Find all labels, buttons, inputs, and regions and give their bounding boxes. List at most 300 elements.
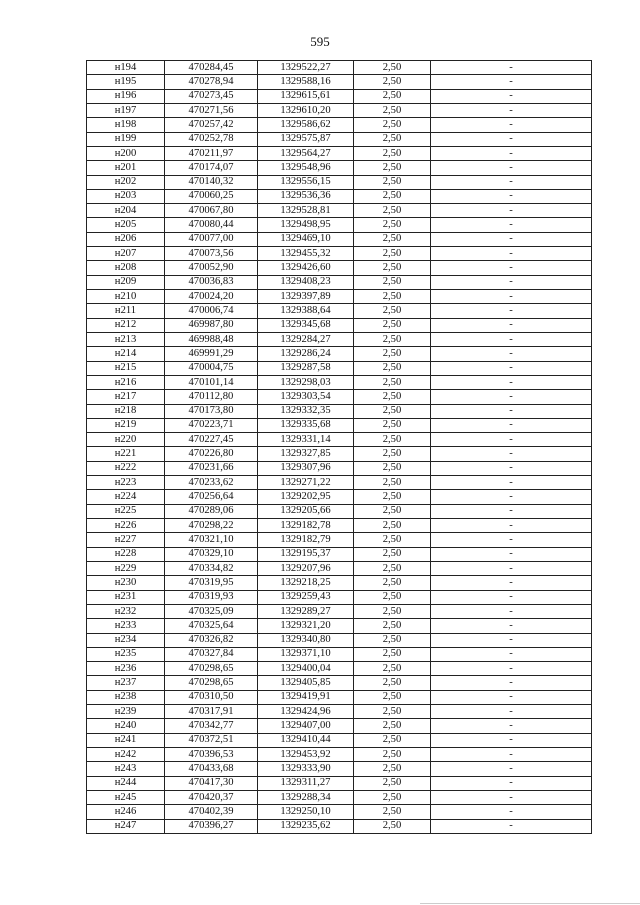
table-row [87,261,592,275]
error-cell: 2,50 [354,647,431,661]
point-id-cell: н205 [87,218,165,232]
error-cell: 2,50 [354,461,431,475]
point-id-cell: н220 [87,433,165,447]
table-row [87,61,592,75]
x-coordinate-cell: 470298,65 [165,662,258,676]
table-row [87,705,592,719]
error-cell: 2,50 [354,476,431,490]
y-coordinate-cell: 1329397,89 [258,290,354,304]
error-cell: 2,50 [354,261,431,275]
note-cell: - [431,504,592,518]
table-row [87,290,592,304]
y-coordinate-cell: 1329371,10 [258,647,354,661]
point-id-cell: н233 [87,619,165,633]
point-id-cell: н219 [87,418,165,432]
point-id-cell: н231 [87,590,165,604]
y-coordinate-cell: 1329331,14 [258,433,354,447]
x-coordinate-cell: 470233,62 [165,476,258,490]
x-coordinate-cell: 470271,56 [165,103,258,117]
error-cell: 2,50 [354,61,431,75]
table-row [87,332,592,346]
note-cell: - [431,633,592,647]
x-coordinate-cell: 469987,80 [165,318,258,332]
x-coordinate-cell: 470173,80 [165,404,258,418]
error-cell: 2,50 [354,748,431,762]
y-coordinate-cell: 1329303,54 [258,390,354,404]
note-cell: - [431,361,592,375]
point-id-cell: н236 [87,662,165,676]
point-id-cell: н214 [87,347,165,361]
note-cell: - [431,418,592,432]
note-cell: - [431,232,592,246]
point-id-cell: н244 [87,776,165,790]
y-coordinate-cell: 1329469,10 [258,232,354,246]
error-cell: 2,50 [354,633,431,647]
error-cell: 2,50 [354,161,431,175]
table-row [87,447,592,461]
x-coordinate-cell: 470211,97 [165,146,258,160]
table-row [87,347,592,361]
table-row [87,547,592,561]
point-id-cell: н242 [87,748,165,762]
point-id-cell: н196 [87,89,165,103]
x-coordinate-cell: 470321,10 [165,533,258,547]
y-coordinate-cell: 1329182,79 [258,533,354,547]
y-coordinate-cell: 1329195,37 [258,547,354,561]
x-coordinate-cell: 470342,77 [165,719,258,733]
x-coordinate-cell: 470329,10 [165,547,258,561]
error-cell: 2,50 [354,404,431,418]
note-cell: - [431,547,592,561]
coordinates-table [86,60,592,834]
error-cell: 2,50 [354,662,431,676]
point-id-cell: н209 [87,275,165,289]
error-cell: 2,50 [354,619,431,633]
note-cell: - [431,690,592,704]
error-cell: 2,50 [354,776,431,790]
x-coordinate-cell: 470101,14 [165,375,258,389]
x-coordinate-cell: 470006,74 [165,304,258,318]
y-coordinate-cell: 1329453,92 [258,748,354,762]
note-cell: - [431,304,592,318]
table-row [87,89,592,103]
y-coordinate-cell: 1329250,10 [258,805,354,819]
y-coordinate-cell: 1329455,32 [258,247,354,261]
table-row [87,733,592,747]
point-id-cell: н212 [87,318,165,332]
error-cell: 2,50 [354,204,431,218]
x-coordinate-cell: 470284,45 [165,61,258,75]
x-coordinate-cell: 470326,82 [165,633,258,647]
y-coordinate-cell: 1329332,35 [258,404,354,418]
error-cell: 2,50 [354,218,431,232]
table-row [87,690,592,704]
y-coordinate-cell: 1329205,66 [258,504,354,518]
error-cell: 2,50 [354,318,431,332]
table-row [87,418,592,432]
table-row [87,361,592,375]
y-coordinate-cell: 1329388,64 [258,304,354,318]
error-cell: 2,50 [354,733,431,747]
table-row [87,247,592,261]
note-cell: - [431,175,592,189]
table-row [87,490,592,504]
table-row [87,75,592,89]
y-coordinate-cell: 1329426,60 [258,261,354,275]
table-row [87,504,592,518]
point-id-cell: н235 [87,647,165,661]
error-cell: 2,50 [354,690,431,704]
x-coordinate-cell: 470319,93 [165,590,258,604]
error-cell: 2,50 [354,390,431,404]
y-coordinate-cell: 1329615,61 [258,89,354,103]
table-row [87,161,592,175]
y-coordinate-cell: 1329284,27 [258,332,354,346]
x-coordinate-cell: 470226,80 [165,447,258,461]
error-cell: 2,50 [354,676,431,690]
table-row [87,390,592,404]
table-row [87,590,592,604]
note-cell: - [431,762,592,776]
note-cell: - [431,490,592,504]
table-row [87,533,592,547]
x-coordinate-cell: 470334,82 [165,561,258,575]
x-coordinate-cell: 470273,45 [165,89,258,103]
x-coordinate-cell: 469988,48 [165,332,258,346]
coordinates-table-body [87,61,592,834]
note-cell: - [431,733,592,747]
x-coordinate-cell: 470317,91 [165,705,258,719]
x-coordinate-cell: 470420,37 [165,790,258,804]
point-id-cell: н243 [87,762,165,776]
error-cell: 2,50 [354,705,431,719]
note-cell: - [431,604,592,618]
point-id-cell: н224 [87,490,165,504]
error-cell: 2,50 [354,375,431,389]
x-coordinate-cell: 470433,68 [165,762,258,776]
error-cell: 2,50 [354,533,431,547]
error-cell: 2,50 [354,146,431,160]
table-row [87,275,592,289]
error-cell: 2,50 [354,118,431,132]
point-id-cell: н195 [87,75,165,89]
note-cell: - [431,89,592,103]
point-id-cell: н202 [87,175,165,189]
note-cell: - [431,161,592,175]
point-id-cell: н221 [87,447,165,461]
note-cell: - [431,705,592,719]
table-row [87,404,592,418]
x-coordinate-cell: 470402,39 [165,805,258,819]
y-coordinate-cell: 1329498,95 [258,218,354,232]
point-id-cell: н207 [87,247,165,261]
error-cell: 2,50 [354,805,431,819]
error-cell: 2,50 [354,547,431,561]
x-coordinate-cell: 470227,45 [165,433,258,447]
note-cell: - [431,819,592,833]
x-coordinate-cell: 470036,83 [165,275,258,289]
point-id-cell: н197 [87,103,165,117]
error-cell: 2,50 [354,347,431,361]
y-coordinate-cell: 1329321,20 [258,619,354,633]
note-cell: - [431,390,592,404]
table-row [87,146,592,160]
point-id-cell: н211 [87,304,165,318]
table-row [87,433,592,447]
note-cell: - [431,719,592,733]
table-row [87,318,592,332]
error-cell: 2,50 [354,447,431,461]
y-coordinate-cell: 1329588,16 [258,75,354,89]
x-coordinate-cell: 470060,25 [165,189,258,203]
point-id-cell: н216 [87,375,165,389]
note-cell: - [431,533,592,547]
x-coordinate-cell: 470112,80 [165,390,258,404]
note-cell: - [431,204,592,218]
table-row [87,304,592,318]
error-cell: 2,50 [354,75,431,89]
table-row [87,103,592,117]
x-coordinate-cell: 470024,20 [165,290,258,304]
point-id-cell: н213 [87,332,165,346]
x-coordinate-cell: 470080,44 [165,218,258,232]
table-row [87,476,592,490]
y-coordinate-cell: 1329327,85 [258,447,354,461]
y-coordinate-cell: 1329345,68 [258,318,354,332]
table-row [87,819,592,833]
note-cell: - [431,647,592,661]
note-cell: - [431,519,592,533]
table-row [87,461,592,475]
error-cell: 2,50 [354,418,431,432]
error-cell: 2,50 [354,361,431,375]
x-coordinate-cell: 470319,95 [165,576,258,590]
x-coordinate-cell: 470396,27 [165,819,258,833]
note-cell: - [431,375,592,389]
error-cell: 2,50 [354,590,431,604]
y-coordinate-cell: 1329408,23 [258,275,354,289]
note-cell: - [431,290,592,304]
y-coordinate-cell: 1329311,27 [258,776,354,790]
note-cell: - [431,118,592,132]
table-row [87,232,592,246]
error-cell: 2,50 [354,290,431,304]
x-coordinate-cell: 470325,64 [165,619,258,633]
table-row [87,790,592,804]
point-id-cell: н210 [87,290,165,304]
table-row [87,805,592,819]
error-cell: 2,50 [354,175,431,189]
table-row [87,561,592,575]
x-coordinate-cell: 470256,64 [165,490,258,504]
error-cell: 2,50 [354,89,431,103]
x-coordinate-cell: 470325,09 [165,604,258,618]
point-id-cell: н201 [87,161,165,175]
x-coordinate-cell: 470067,80 [165,204,258,218]
page-number: 595 [310,34,330,49]
note-cell: - [431,318,592,332]
error-cell: 2,50 [354,561,431,575]
note-cell: - [431,332,592,346]
error-cell: 2,50 [354,304,431,318]
note-cell: - [431,146,592,160]
note-cell: - [431,61,592,75]
x-coordinate-cell: 470052,90 [165,261,258,275]
y-coordinate-cell: 1329340,80 [258,633,354,647]
table-row [87,719,592,733]
error-cell: 2,50 [354,519,431,533]
y-coordinate-cell: 1329575,87 [258,132,354,146]
x-coordinate-cell: 470278,94 [165,75,258,89]
y-coordinate-cell: 1329548,96 [258,161,354,175]
error-cell: 2,50 [354,132,431,146]
error-cell: 2,50 [354,433,431,447]
note-cell: - [431,662,592,676]
table-row [87,776,592,790]
table-row [87,748,592,762]
error-cell: 2,50 [354,247,431,261]
y-coordinate-cell: 1329218,25 [258,576,354,590]
note-cell: - [431,561,592,575]
error-cell: 2,50 [354,576,431,590]
point-id-cell: н247 [87,819,165,833]
table-row [87,519,592,533]
table-row [87,175,592,189]
y-coordinate-cell: 1329407,00 [258,719,354,733]
y-coordinate-cell: 1329400,04 [258,662,354,676]
x-coordinate-cell: 470140,32 [165,175,258,189]
table-row [87,662,592,676]
error-cell: 2,50 [354,790,431,804]
y-coordinate-cell: 1329419,91 [258,690,354,704]
y-coordinate-cell: 1329182,78 [258,519,354,533]
x-coordinate-cell: 470310,50 [165,690,258,704]
y-coordinate-cell: 1329289,27 [258,604,354,618]
point-id-cell: н232 [87,604,165,618]
note-cell: - [431,261,592,275]
point-id-cell: н229 [87,561,165,575]
table-row [87,619,592,633]
error-cell: 2,50 [354,275,431,289]
y-coordinate-cell: 1329287,58 [258,361,354,375]
point-id-cell: н227 [87,533,165,547]
note-cell: - [431,748,592,762]
note-cell: - [431,576,592,590]
x-coordinate-cell: 470223,71 [165,418,258,432]
table-row [87,375,592,389]
point-id-cell: н226 [87,519,165,533]
table-row [87,204,592,218]
note-cell: - [431,75,592,89]
y-coordinate-cell: 1329405,85 [258,676,354,690]
table-row [87,576,592,590]
y-coordinate-cell: 1329586,62 [258,118,354,132]
error-cell: 2,50 [354,819,431,833]
y-coordinate-cell: 1329286,24 [258,347,354,361]
y-coordinate-cell: 1329528,81 [258,204,354,218]
point-id-cell: н218 [87,404,165,418]
x-coordinate-cell: 470257,42 [165,118,258,132]
note-cell: - [431,619,592,633]
point-id-cell: н241 [87,733,165,747]
point-id-cell: н225 [87,504,165,518]
point-id-cell: н237 [87,676,165,690]
error-cell: 2,50 [354,762,431,776]
point-id-cell: н200 [87,146,165,160]
x-coordinate-cell: 470073,56 [165,247,258,261]
table-row [87,762,592,776]
point-id-cell: н204 [87,204,165,218]
y-coordinate-cell: 1329259,43 [258,590,354,604]
x-coordinate-cell: 470174,07 [165,161,258,175]
y-coordinate-cell: 1329556,15 [258,175,354,189]
point-id-cell: н222 [87,461,165,475]
point-id-cell: н238 [87,690,165,704]
note-cell: - [431,275,592,289]
point-id-cell: н240 [87,719,165,733]
point-id-cell: н230 [87,576,165,590]
note-cell: - [431,347,592,361]
y-coordinate-cell: 1329522,27 [258,61,354,75]
x-coordinate-cell: 469991,29 [165,347,258,361]
x-coordinate-cell: 470298,65 [165,676,258,690]
error-cell: 2,50 [354,103,431,117]
table-row [87,118,592,132]
y-coordinate-cell: 1329235,62 [258,819,354,833]
x-coordinate-cell: 470327,84 [165,647,258,661]
point-id-cell: н234 [87,633,165,647]
page-edge-line [420,903,640,904]
x-coordinate-cell: 470396,53 [165,748,258,762]
note-cell: - [431,132,592,146]
point-id-cell: н245 [87,790,165,804]
table-row [87,676,592,690]
note-cell: - [431,476,592,490]
y-coordinate-cell: 1329271,22 [258,476,354,490]
point-id-cell: н198 [87,118,165,132]
y-coordinate-cell: 1329335,68 [258,418,354,432]
y-coordinate-cell: 1329288,34 [258,790,354,804]
point-id-cell: н215 [87,361,165,375]
x-coordinate-cell: 470289,06 [165,504,258,518]
y-coordinate-cell: 1329298,03 [258,375,354,389]
note-cell: - [431,461,592,475]
error-cell: 2,50 [354,189,431,203]
error-cell: 2,50 [354,504,431,518]
point-id-cell: н217 [87,390,165,404]
error-cell: 2,50 [354,332,431,346]
note-cell: - [431,590,592,604]
note-cell: - [431,676,592,690]
note-cell: - [431,433,592,447]
y-coordinate-cell: 1329307,96 [258,461,354,475]
point-id-cell: н228 [87,547,165,561]
y-coordinate-cell: 1329424,96 [258,705,354,719]
error-cell: 2,50 [354,490,431,504]
point-id-cell: н203 [87,189,165,203]
x-coordinate-cell: 470004,75 [165,361,258,375]
point-id-cell: н246 [87,805,165,819]
x-coordinate-cell: 470372,51 [165,733,258,747]
note-cell: - [431,776,592,790]
note-cell: - [431,805,592,819]
note-cell: - [431,404,592,418]
table-row [87,604,592,618]
point-id-cell: н206 [87,232,165,246]
x-coordinate-cell: 470077,00 [165,232,258,246]
note-cell: - [431,790,592,804]
y-coordinate-cell: 1329610,20 [258,103,354,117]
